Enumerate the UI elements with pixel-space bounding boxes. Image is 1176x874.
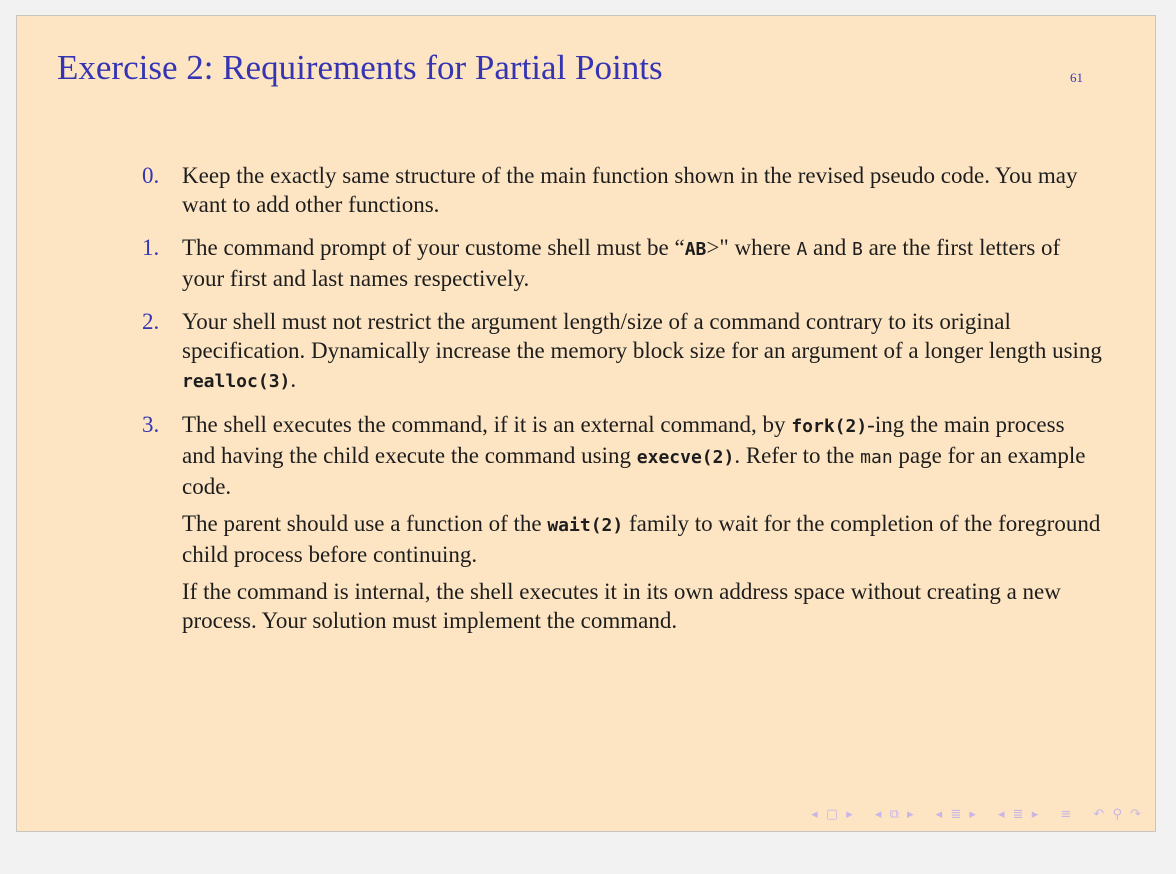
requirement-item bbox=[142, 410, 1102, 635]
nav-section-icon[interactable]: ◂ ≣ ▸ bbox=[935, 807, 978, 822]
nav-search-icon[interactable]: ↶ ⚲ ↷ bbox=[1093, 807, 1143, 822]
inline-code: realloc(3) bbox=[182, 371, 291, 392]
inline-code: wait(2) bbox=[547, 515, 624, 536]
inline-code: AB bbox=[684, 239, 707, 260]
requirement-item bbox=[142, 161, 1102, 219]
requirement-text: Keep the exactly same structure of the main function shown in the revised pseudo code. You may want to add other functions. bbox=[182, 163, 1078, 217]
requirement-text: Your shell must not restrict the argument length/size of a command contrary to its original specification. Dynamically increase the memory block size for an argument of a longer length using realloc(3). bbox=[182, 309, 1102, 392]
requirement-number: 1. bbox=[142, 235, 160, 260]
inline-code: execve(2) bbox=[636, 447, 735, 468]
inline-code: man bbox=[860, 447, 893, 468]
beamer-navigation[interactable] bbox=[797, 807, 1143, 822]
requirement-text: The command prompt of your custome shell must be “AB>" where A and B are the first letters of your first and last names respectively. bbox=[182, 235, 1061, 291]
nav-toc-icon[interactable]: ◂ ≣ ▸ bbox=[998, 807, 1041, 822]
requirements-list bbox=[142, 161, 1102, 649]
nav-frame-icon[interactable]: ◂ ▢ ▸ bbox=[811, 807, 855, 822]
requirement-text: The shell executes the command, if it is an external command, by fork(2)-ing the main process and having the child execute the command using execve(2). Refer to the man page for an example code. bbox=[182, 412, 1086, 499]
slide bbox=[16, 15, 1156, 832]
nav-align-icon[interactable]: ≡ bbox=[1060, 807, 1074, 822]
requirement-item bbox=[142, 233, 1102, 293]
requirement-number: 3. bbox=[142, 412, 160, 437]
requirement-text: The parent should use a function of the wait(2) family to wait for the completion of the foreground child process before continuing. bbox=[182, 511, 1101, 567]
requirement-number: 2. bbox=[142, 309, 160, 334]
requirement-number: 0. bbox=[142, 163, 160, 188]
inline-code: B bbox=[852, 239, 863, 260]
slide-title: Exercise 2: Requirements for Partial Points bbox=[57, 48, 663, 87]
requirement-item bbox=[142, 307, 1102, 396]
page-number: 61 bbox=[1070, 70, 1083, 85]
nav-subsection-icon[interactable]: ◂ ⧉ ▸ bbox=[874, 807, 916, 822]
requirement-text: If the command is internal, the shell executes it in its own address space without creating a new process. Your solution must implement the command. bbox=[182, 579, 1061, 633]
inline-code: A bbox=[796, 239, 808, 260]
inline-code: fork(2) bbox=[791, 416, 868, 437]
